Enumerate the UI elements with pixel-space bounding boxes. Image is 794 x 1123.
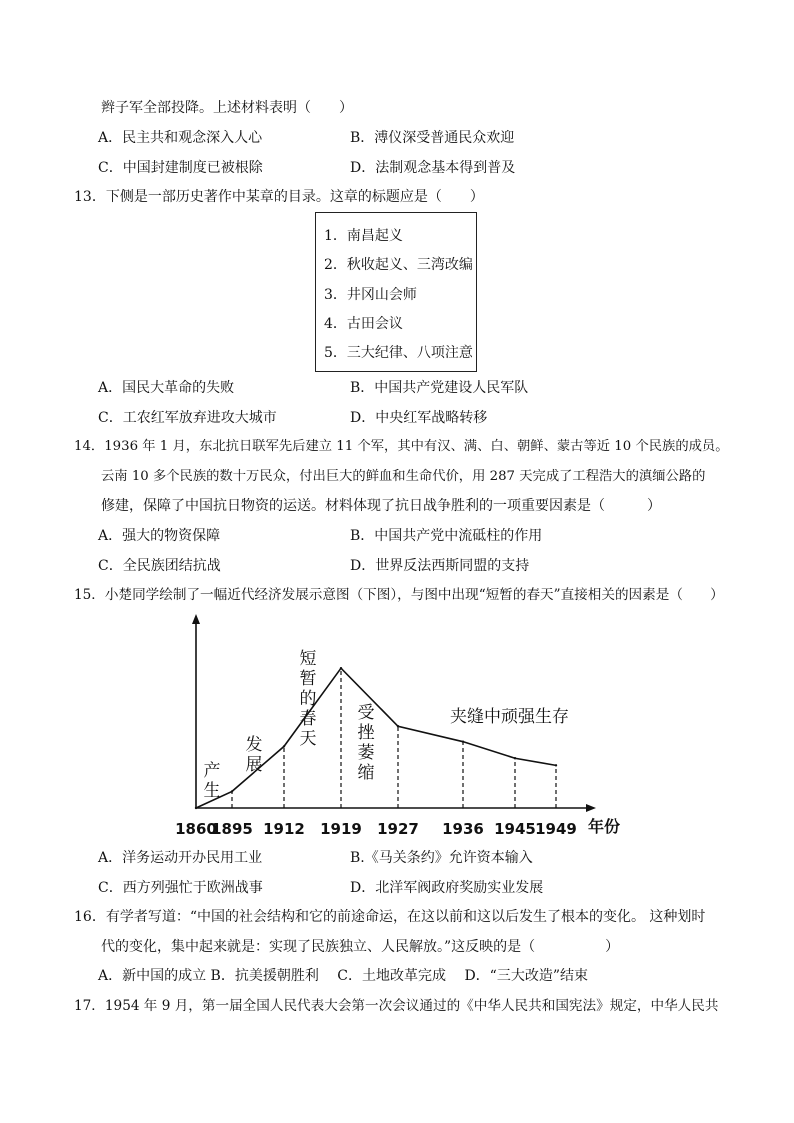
data-point bbox=[283, 745, 285, 747]
data-point bbox=[462, 740, 464, 742]
q13-option-d[interactable]: D．中央红军战略转移 bbox=[350, 410, 488, 426]
q14-option-a[interactable]: A．强大的物资保障 bbox=[98, 528, 221, 544]
annotation-origin: 生 bbox=[203, 781, 221, 801]
data-point bbox=[340, 667, 342, 669]
annotation-short-spring: 天 bbox=[299, 729, 317, 749]
x-axis-arrow bbox=[586, 804, 596, 812]
annotation-setback: 挫 bbox=[357, 723, 375, 743]
annotation-setback: 萎 bbox=[357, 743, 375, 763]
q15-option-a[interactable]: A．洋务运动开办民用工业 bbox=[98, 850, 263, 866]
annotation-short-spring: 短 bbox=[299, 649, 317, 669]
x-tick-label: 1949 bbox=[535, 820, 577, 838]
q16-stem-line1: 16．有学者写道：“中国的社会结构和它的前途命运，在这以前和这以后发生了根本的变化。 这种划时 bbox=[74, 909, 706, 925]
annotation-setback: 缩 bbox=[357, 763, 375, 783]
q12-option-a[interactable]: A．民主共和观念深入人心 bbox=[98, 130, 263, 146]
q13-option-a[interactable]: A．国民大革命的失败 bbox=[98, 380, 235, 396]
table-of-contents-box bbox=[315, 212, 477, 372]
q15-option-b[interactable]: B.《马关条约》允许资本输入 bbox=[350, 850, 533, 866]
toc-item: 3．井冈山会师 bbox=[324, 287, 417, 303]
annotation-development: 发 bbox=[245, 735, 263, 755]
data-point bbox=[195, 807, 197, 809]
y-axis-arrow bbox=[192, 614, 200, 624]
toc-item: 1．南昌起义 bbox=[324, 228, 403, 244]
x-tick-label: 1936 bbox=[442, 820, 484, 838]
data-point bbox=[397, 725, 399, 727]
x-tick-label: 1919 bbox=[320, 820, 362, 838]
annotation-short-spring: 的 bbox=[299, 689, 317, 709]
q12-option-c[interactable]: C．中国封建制度已被根除 bbox=[98, 160, 263, 176]
q13-option-c[interactable]: C．工农红军放弃进攻大城市 bbox=[98, 410, 277, 426]
q13-option-b[interactable]: B．中国共产党建设人民军队 bbox=[350, 380, 529, 396]
q17-stem: 17．1954 年 9 月，第一届全国人民代表大会第一次会议通过的《中华人民共和国宪法》规定，中华人民共 bbox=[74, 998, 719, 1014]
chart-guides bbox=[232, 668, 556, 808]
data-point bbox=[514, 757, 516, 759]
q13-stem: 13．下侧是一部历史著作中某章的目录。这章的标题应是（ ） bbox=[74, 189, 484, 205]
q15-option-c[interactable]: C．西方列强忙于欧洲战事 bbox=[98, 880, 263, 896]
q16-stem-line2: 代的变化，集中起来就是：实现了民族独立、人民解放。”这反映的是（ ） bbox=[101, 939, 620, 955]
q15-option-d[interactable]: D．北洋军阀政府奖励实业发展 bbox=[350, 880, 544, 896]
q12-option-d[interactable]: D．法制观念基本得到普及 bbox=[350, 160, 516, 176]
x-tick-label: 1945 bbox=[494, 820, 536, 838]
q12-option-b[interactable]: B．溥仪深受普通民众欢迎 bbox=[350, 130, 515, 146]
annotation-survival: 夹缝中顽强生存 bbox=[450, 707, 569, 727]
x-tick-label: 1912 bbox=[263, 820, 305, 838]
chart-ticks bbox=[175, 820, 577, 838]
q14-option-c[interactable]: C．全民族团结抗战 bbox=[98, 558, 221, 574]
toc-item: 2．秋收起义、三湾改编 bbox=[324, 257, 473, 273]
q14-stem-line2: 云南 10 多个民族的数十万民众，付出巨大的鲜血和生命代价，用 287 天完成了工程浩大的滇缅公路的 bbox=[101, 469, 706, 484]
annotation-origin: 产 bbox=[203, 761, 221, 781]
x-tick-label: 1895 bbox=[211, 820, 253, 838]
data-point bbox=[231, 790, 233, 792]
q15-stem: 15．小楚同学绘制了一幅近代经济发展示意图（下图），与图中出现“短暂的春天”直接相关的因素是（ ） bbox=[74, 587, 724, 603]
q14-stem-line1: 14．1936 年 1 月，东北抗日联军先后建立 11 个军，其中有汉、满、白、朝鲜、蒙古等近 10 个民族的成员。 bbox=[74, 439, 729, 454]
q12-continuation: 辫子军全部投降。上述材料表明（ ） bbox=[101, 100, 353, 116]
chart-annotations bbox=[204, 649, 570, 801]
toc-item: 4．古田会议 bbox=[324, 316, 403, 332]
x-tick-label: 1860 bbox=[175, 820, 217, 838]
annotation-short-spring: 春 bbox=[299, 709, 317, 729]
x-tick-label: 1927 bbox=[377, 820, 419, 838]
q14-option-d[interactable]: D．世界反法西斯同盟的支持 bbox=[350, 558, 530, 574]
q14-stem-line3: 修建，保障了中国抗日物资的运送。材料体现了抗日战争胜利的一项重要因素是（ ） bbox=[101, 498, 661, 514]
q16-options[interactable]: A．新中国的成立 B．抗美援朝胜利 C．土地改革完成 D．“三大改造”结束 bbox=[98, 968, 588, 984]
toc-item: 5．三大纪律、八项注意 bbox=[324, 345, 473, 361]
annotation-development: 展 bbox=[245, 755, 263, 775]
data-point bbox=[555, 764, 557, 766]
x-axis-label: 年份 bbox=[588, 817, 621, 836]
q14-option-b[interactable]: B．中国共产党中流砥柱的作用 bbox=[350, 528, 543, 544]
annotation-setback: 受 bbox=[357, 703, 375, 723]
annotation-short-spring: 暂 bbox=[299, 669, 317, 689]
economic-development-chart bbox=[170, 612, 650, 848]
